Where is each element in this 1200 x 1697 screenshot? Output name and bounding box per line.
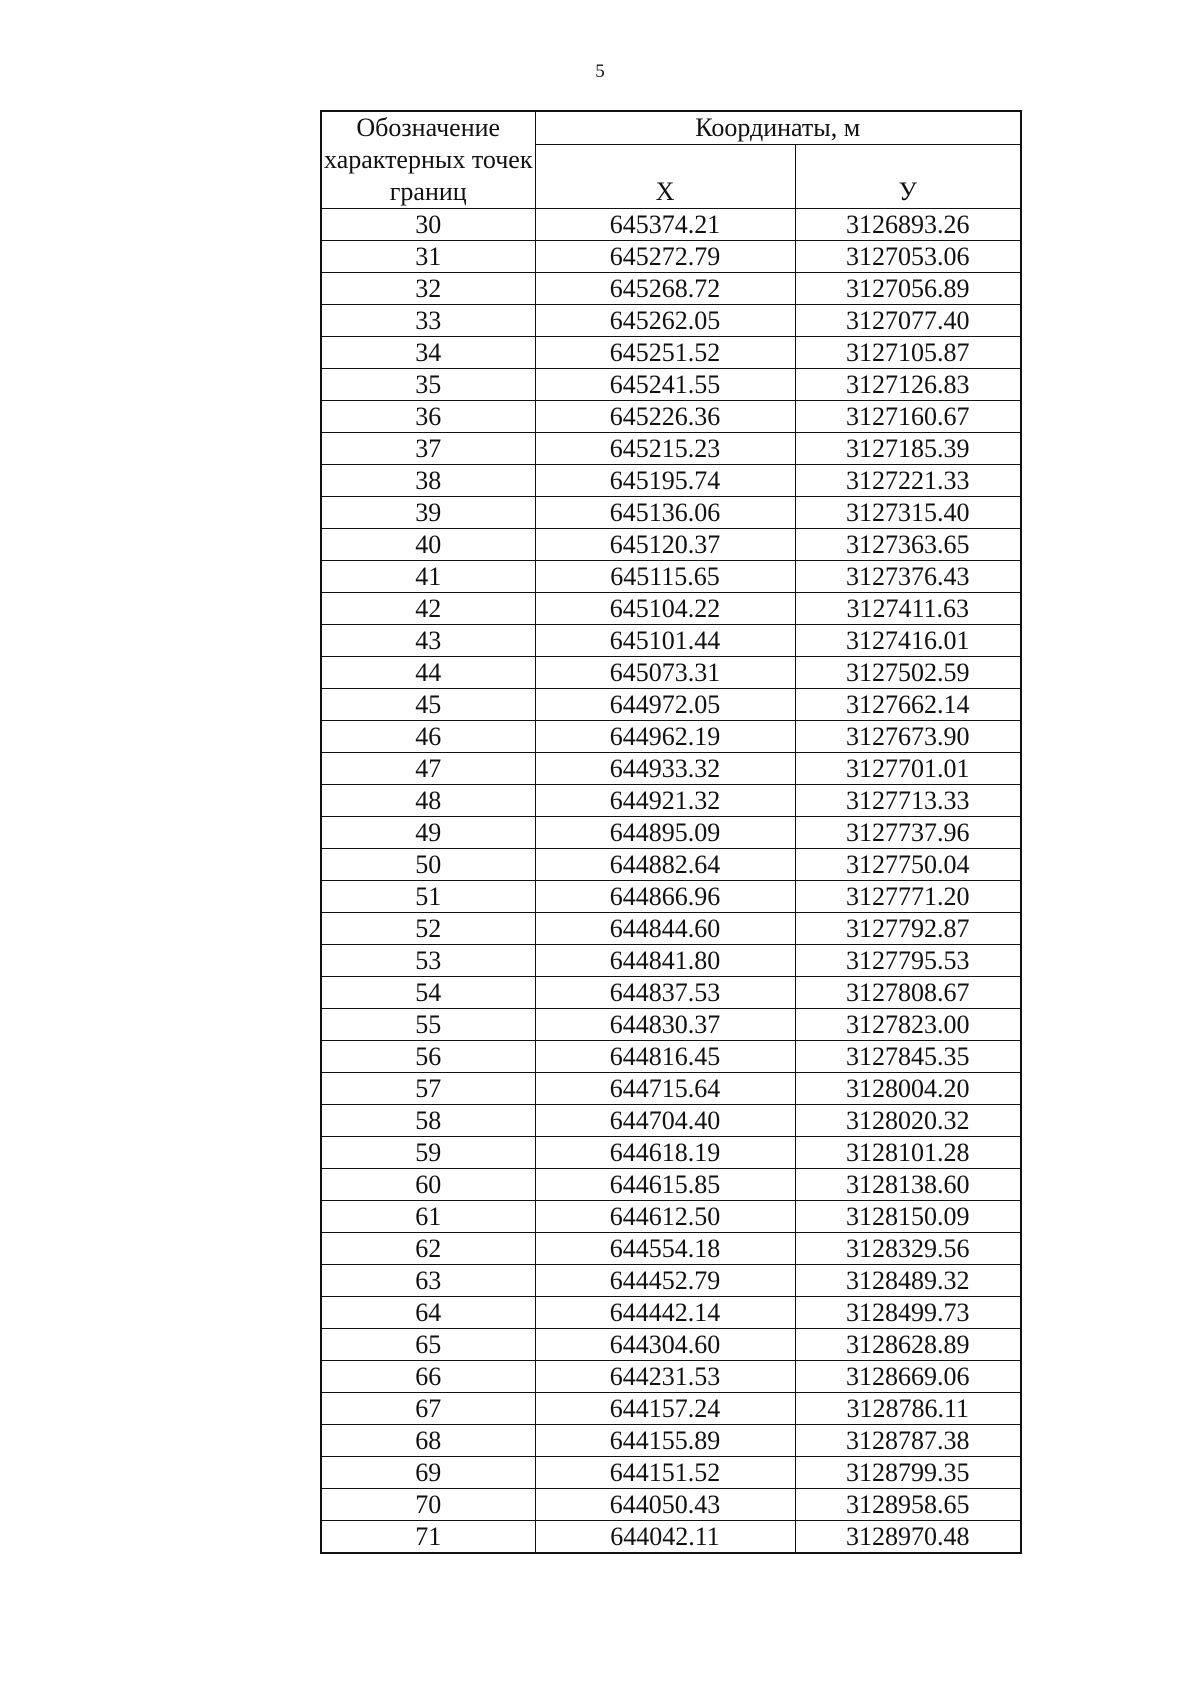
table-row [321, 657, 1021, 689]
table-row [321, 433, 1021, 465]
x-coordinate-cell: 644933.32 [535, 753, 795, 785]
point-number-cell: 61 [321, 1201, 535, 1233]
point-number-cell: 34 [321, 337, 535, 369]
y-coordinate-cell: 3127771.20 [795, 881, 1021, 913]
point-number-cell: 64 [321, 1297, 535, 1329]
y-coordinate-cell: 3128669.06 [795, 1361, 1021, 1393]
point-number-cell: 62 [321, 1233, 535, 1265]
x-coordinate-cell: 644042.11 [535, 1521, 795, 1554]
x-coordinate-cell: 644157.24 [535, 1393, 795, 1425]
x-coordinate-cell: 644921.32 [535, 785, 795, 817]
y-coordinate-cell: 3128489.32 [795, 1265, 1021, 1297]
point-number-cell: 31 [321, 241, 535, 273]
y-coordinate-cell: 3127792.87 [795, 913, 1021, 945]
y-coordinate-cell: 3128786.11 [795, 1393, 1021, 1425]
table-row [321, 1169, 1021, 1201]
y-coordinate-cell: 3127105.87 [795, 337, 1021, 369]
point-number-cell: 69 [321, 1457, 535, 1489]
table-row [321, 401, 1021, 433]
y-coordinate-cell: 3127416.01 [795, 625, 1021, 657]
coordinates-table [320, 110, 1022, 1554]
table-row [321, 881, 1021, 913]
point-number-cell: 30 [321, 209, 535, 241]
table-row [321, 209, 1021, 241]
table-row [321, 1233, 1021, 1265]
table-row [321, 529, 1021, 561]
y-coordinate-cell: 3128787.38 [795, 1425, 1021, 1457]
table-row [321, 1137, 1021, 1169]
table-row [321, 497, 1021, 529]
table-row [321, 305, 1021, 337]
point-number-cell: 68 [321, 1425, 535, 1457]
point-number-cell: 51 [321, 881, 535, 913]
y-coordinate-cell: 3128628.89 [795, 1329, 1021, 1361]
table-row [321, 1457, 1021, 1489]
point-number-cell: 52 [321, 913, 535, 945]
x-coordinate-cell: 644895.09 [535, 817, 795, 849]
y-coordinate-cell: 3127376.43 [795, 561, 1021, 593]
y-coordinate-cell: 3127185.39 [795, 433, 1021, 465]
y-coordinate-cell: 3127363.65 [795, 529, 1021, 561]
table-row [321, 1073, 1021, 1105]
point-number-cell: 42 [321, 593, 535, 625]
table-row [321, 561, 1021, 593]
y-coordinate-cell: 3128970.48 [795, 1521, 1021, 1554]
table-row [321, 1265, 1021, 1297]
point-number-cell: 33 [321, 305, 535, 337]
page-number: 5 [595, 61, 605, 82]
y-coordinate-cell: 3128329.56 [795, 1233, 1021, 1265]
y-coordinate-cell: 3127662.14 [795, 689, 1021, 721]
y-coordinate-cell: 3127713.33 [795, 785, 1021, 817]
x-coordinate-cell: 644151.52 [535, 1457, 795, 1489]
point-number-cell: 71 [321, 1521, 535, 1554]
y-coordinate-cell: 3127221.33 [795, 465, 1021, 497]
point-number-cell: 70 [321, 1489, 535, 1521]
x-coordinate-cell: 645226.36 [535, 401, 795, 433]
table-row [321, 273, 1021, 305]
point-number-cell: 56 [321, 1041, 535, 1073]
y-coordinate-cell: 3127795.53 [795, 945, 1021, 977]
x-coordinate-cell: 644844.60 [535, 913, 795, 945]
table-row [321, 369, 1021, 401]
table-row [321, 913, 1021, 945]
point-number-cell: 63 [321, 1265, 535, 1297]
y-coordinate-cell: 3127750.04 [795, 849, 1021, 881]
y-coordinate-cell: 3128799.35 [795, 1457, 1021, 1489]
point-number-cell: 46 [321, 721, 535, 753]
table-row [321, 945, 1021, 977]
table-row [321, 1105, 1021, 1137]
header-y: У [795, 145, 1021, 209]
point-number-cell: 44 [321, 657, 535, 689]
point-number-cell: 37 [321, 433, 535, 465]
point-number-cell: 50 [321, 849, 535, 881]
y-coordinate-cell: 3128499.73 [795, 1297, 1021, 1329]
point-number-cell: 49 [321, 817, 535, 849]
table-row [321, 1521, 1021, 1554]
point-number-cell: 54 [321, 977, 535, 1009]
table-row [321, 753, 1021, 785]
x-coordinate-cell: 645195.74 [535, 465, 795, 497]
x-coordinate-cell: 645073.31 [535, 657, 795, 689]
table-row [321, 849, 1021, 881]
point-number-cell: 55 [321, 1009, 535, 1041]
point-number-cell: 57 [321, 1073, 535, 1105]
table-row [321, 1297, 1021, 1329]
table-row [321, 977, 1021, 1009]
table-header [321, 111, 1021, 209]
x-coordinate-cell: 645272.79 [535, 241, 795, 273]
y-coordinate-cell: 3127808.67 [795, 977, 1021, 1009]
y-coordinate-cell: 3128020.32 [795, 1105, 1021, 1137]
point-number-cell: 38 [321, 465, 535, 497]
y-coordinate-cell: 3128138.60 [795, 1169, 1021, 1201]
x-coordinate-cell: 644304.60 [535, 1329, 795, 1361]
table-row [321, 817, 1021, 849]
point-number-cell: 66 [321, 1361, 535, 1393]
x-coordinate-cell: 644704.40 [535, 1105, 795, 1137]
y-coordinate-cell: 3128150.09 [795, 1201, 1021, 1233]
point-number-cell: 65 [321, 1329, 535, 1361]
point-number-cell: 53 [321, 945, 535, 977]
table-body [321, 209, 1021, 1554]
x-coordinate-cell: 644612.50 [535, 1201, 795, 1233]
table-row [321, 1009, 1021, 1041]
x-coordinate-cell: 645374.21 [535, 209, 795, 241]
y-coordinate-cell: 3127056.89 [795, 273, 1021, 305]
y-coordinate-cell: 3127845.35 [795, 1041, 1021, 1073]
table-row [321, 593, 1021, 625]
x-coordinate-cell: 644155.89 [535, 1425, 795, 1457]
point-number-cell: 47 [321, 753, 535, 785]
header-x: X [535, 145, 795, 209]
y-coordinate-cell: 3127502.59 [795, 657, 1021, 689]
table-row [321, 1041, 1021, 1073]
y-coordinate-cell: 3128004.20 [795, 1073, 1021, 1105]
x-coordinate-cell: 644972.05 [535, 689, 795, 721]
y-coordinate-cell: 3127701.01 [795, 753, 1021, 785]
point-number-cell: 41 [321, 561, 535, 593]
point-number-cell: 32 [321, 273, 535, 305]
table-row [321, 337, 1021, 369]
table-row [321, 241, 1021, 273]
x-coordinate-cell: 644866.96 [535, 881, 795, 913]
x-coordinate-cell: 644050.43 [535, 1489, 795, 1521]
x-coordinate-cell: 645104.22 [535, 593, 795, 625]
y-coordinate-cell: 3126893.26 [795, 209, 1021, 241]
y-coordinate-cell: 3127315.40 [795, 497, 1021, 529]
point-number-cell: 67 [321, 1393, 535, 1425]
x-coordinate-cell: 645101.44 [535, 625, 795, 657]
point-number-cell: 43 [321, 625, 535, 657]
point-number-cell: 36 [321, 401, 535, 433]
y-coordinate-cell: 3127411.63 [795, 593, 1021, 625]
x-coordinate-cell: 644615.85 [535, 1169, 795, 1201]
x-coordinate-cell: 645251.52 [535, 337, 795, 369]
x-coordinate-cell: 645215.23 [535, 433, 795, 465]
point-number-cell: 48 [321, 785, 535, 817]
table-row [321, 1489, 1021, 1521]
x-coordinate-cell: 644442.14 [535, 1297, 795, 1329]
table-row [321, 1425, 1021, 1457]
x-coordinate-cell: 644882.64 [535, 849, 795, 881]
x-coordinate-cell: 644452.79 [535, 1265, 795, 1297]
point-number-cell: 58 [321, 1105, 535, 1137]
table-row [321, 721, 1021, 753]
table-row [321, 625, 1021, 657]
table-row [321, 465, 1021, 497]
table-row [321, 1201, 1021, 1233]
y-coordinate-cell: 3127737.96 [795, 817, 1021, 849]
x-coordinate-cell: 645241.55 [535, 369, 795, 401]
x-coordinate-cell: 644962.19 [535, 721, 795, 753]
x-coordinate-cell: 645268.72 [535, 273, 795, 305]
y-coordinate-cell: 3127160.67 [795, 401, 1021, 433]
header-point-designation: Обозначение характерных точек границ [321, 111, 535, 209]
x-coordinate-cell: 644554.18 [535, 1233, 795, 1265]
table-row [321, 785, 1021, 817]
x-coordinate-cell: 644841.80 [535, 945, 795, 977]
point-number-cell: 40 [321, 529, 535, 561]
header-coordinates: Координаты, м [535, 111, 1021, 145]
y-coordinate-cell: 3127077.40 [795, 305, 1021, 337]
x-coordinate-cell: 645262.05 [535, 305, 795, 337]
point-number-cell: 59 [321, 1137, 535, 1169]
table-row [321, 1329, 1021, 1361]
y-coordinate-cell: 3127823.00 [795, 1009, 1021, 1041]
point-number-cell: 60 [321, 1169, 535, 1201]
table-row [321, 1361, 1021, 1393]
point-number-cell: 39 [321, 497, 535, 529]
table-row [321, 689, 1021, 721]
x-coordinate-cell: 645120.37 [535, 529, 795, 561]
x-coordinate-cell: 644715.64 [535, 1073, 795, 1105]
point-number-cell: 45 [321, 689, 535, 721]
y-coordinate-cell: 3128958.65 [795, 1489, 1021, 1521]
y-coordinate-cell: 3127126.83 [795, 369, 1021, 401]
y-coordinate-cell: 3127673.90 [795, 721, 1021, 753]
table-row [321, 1393, 1021, 1425]
x-coordinate-cell: 645115.65 [535, 561, 795, 593]
x-coordinate-cell: 644618.19 [535, 1137, 795, 1169]
x-coordinate-cell: 644830.37 [535, 1009, 795, 1041]
x-coordinate-cell: 644837.53 [535, 977, 795, 1009]
x-coordinate-cell: 644816.45 [535, 1041, 795, 1073]
x-coordinate-cell: 645136.06 [535, 497, 795, 529]
x-coordinate-cell: 644231.53 [535, 1361, 795, 1393]
point-number-cell: 35 [321, 369, 535, 401]
y-coordinate-cell: 3127053.06 [795, 241, 1021, 273]
y-coordinate-cell: 3128101.28 [795, 1137, 1021, 1169]
